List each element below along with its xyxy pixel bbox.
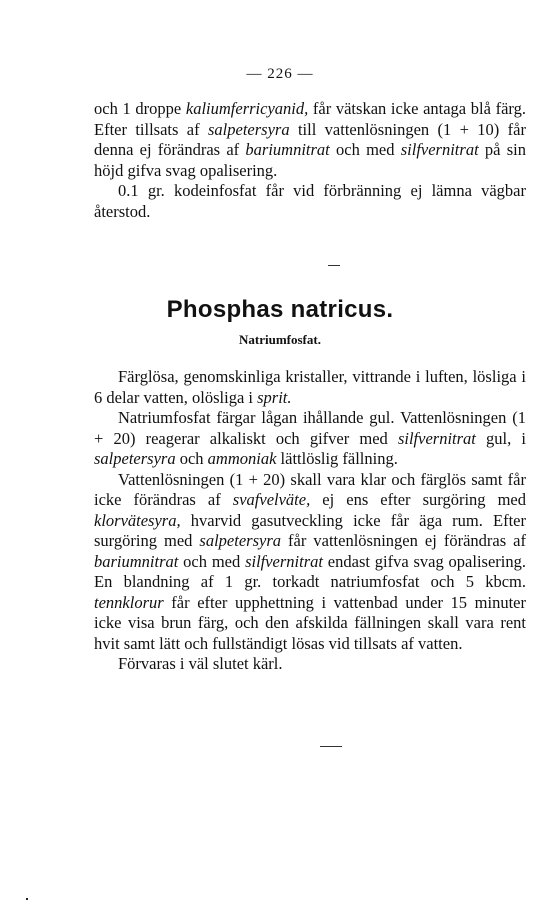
text-run: lättlöslig fällning. [276, 449, 398, 468]
reagent-name: salpetersyra [199, 531, 281, 550]
reagent-name: ammoniak [207, 449, 277, 468]
reagent-name: klorvätesyra, [94, 510, 181, 530]
reagent-name: bariumnitrat [94, 551, 179, 571]
end-divider [320, 746, 342, 747]
text-run: och med [329, 140, 401, 159]
text-run: endast gifva svag opalisering. En blandning af 1 gr. torkadt natriumfosfat och 5 kbcm. [94, 551, 527, 591]
text-run: och [175, 449, 208, 468]
text-run: Färglösa, genomskinliga kristaller, vittrande i luften, lösliga i 6 delar vatten, olösliga i [94, 367, 526, 407]
paragraph: 0.1 gr. kodeinfosfat får vid förbränning ej lämna vägbar återstod. [94, 181, 526, 221]
reagent-name: salpetersyra [208, 119, 290, 139]
text-run: gul, i [475, 428, 526, 448]
text-run: får vattenlösningen ej förändras af [281, 531, 526, 550]
text-run: Vattenlösningen (1 + 20) skall vara klar och färglös samt får icke förändras af [94, 469, 526, 509]
reagent-name: bariumnitrat [245, 140, 330, 159]
text-run: hvarvid gasutveckling icke får äga rum. Efter surgöring med [94, 510, 526, 550]
paragraph [94, 367, 526, 408]
reagent-name: svafvelväte, [232, 490, 311, 509]
entry-body [94, 367, 526, 675]
text-run: och med [178, 551, 246, 571]
paragraph [94, 408, 526, 470]
section-divider [328, 265, 340, 266]
reagent-name: salpetersyra [94, 449, 176, 468]
text-run: får efter upphettning i vattenbad under 15 minuter icke visa brun färg, och den afskilda fällningen skall vara rent hvit samt lätt och fullständigt lösas vid tillsats af vatten. [94, 592, 526, 653]
text-run: till vattenlösningen (1 + 10) får denna ej förändras af [94, 119, 526, 159]
text-run: får vätskan icke antaga blå färg. Efter tillsats af [94, 99, 526, 139]
paragraph [94, 470, 526, 655]
reagent-name: silfvernitrat [397, 428, 476, 448]
reagent-name: sprit. [257, 387, 292, 407]
text-run: Natriumfosfat färgar lågan ihållande gul. Vattenlösningen (1 + 20) reagerar alkaliskt och gifver med [94, 408, 526, 448]
reagent-name: silfvernitrat [245, 551, 323, 571]
reagent-name: tennklorur [94, 592, 164, 612]
reagent-name: silfvernitrat [400, 140, 479, 159]
continued-text-section [94, 99, 526, 222]
paragraph: Förvaras i väl slutet kärl. [118, 654, 283, 673]
text-run: på sin höjd gifva svag opalisering. [94, 140, 526, 180]
entry-title: Phosphas natricus. [166, 296, 394, 323]
page-number: — 226 — [246, 66, 314, 82]
text-run: och 1 droppe [94, 99, 186, 118]
paragraph [94, 99, 526, 181]
reagent-name: kaliumferricyanid, [185, 99, 309, 118]
entry-subtitle: Natriumfosfat. [239, 332, 321, 347]
text-run: ej ens efter surgöring med [310, 490, 526, 509]
print-speck [26, 898, 28, 900]
